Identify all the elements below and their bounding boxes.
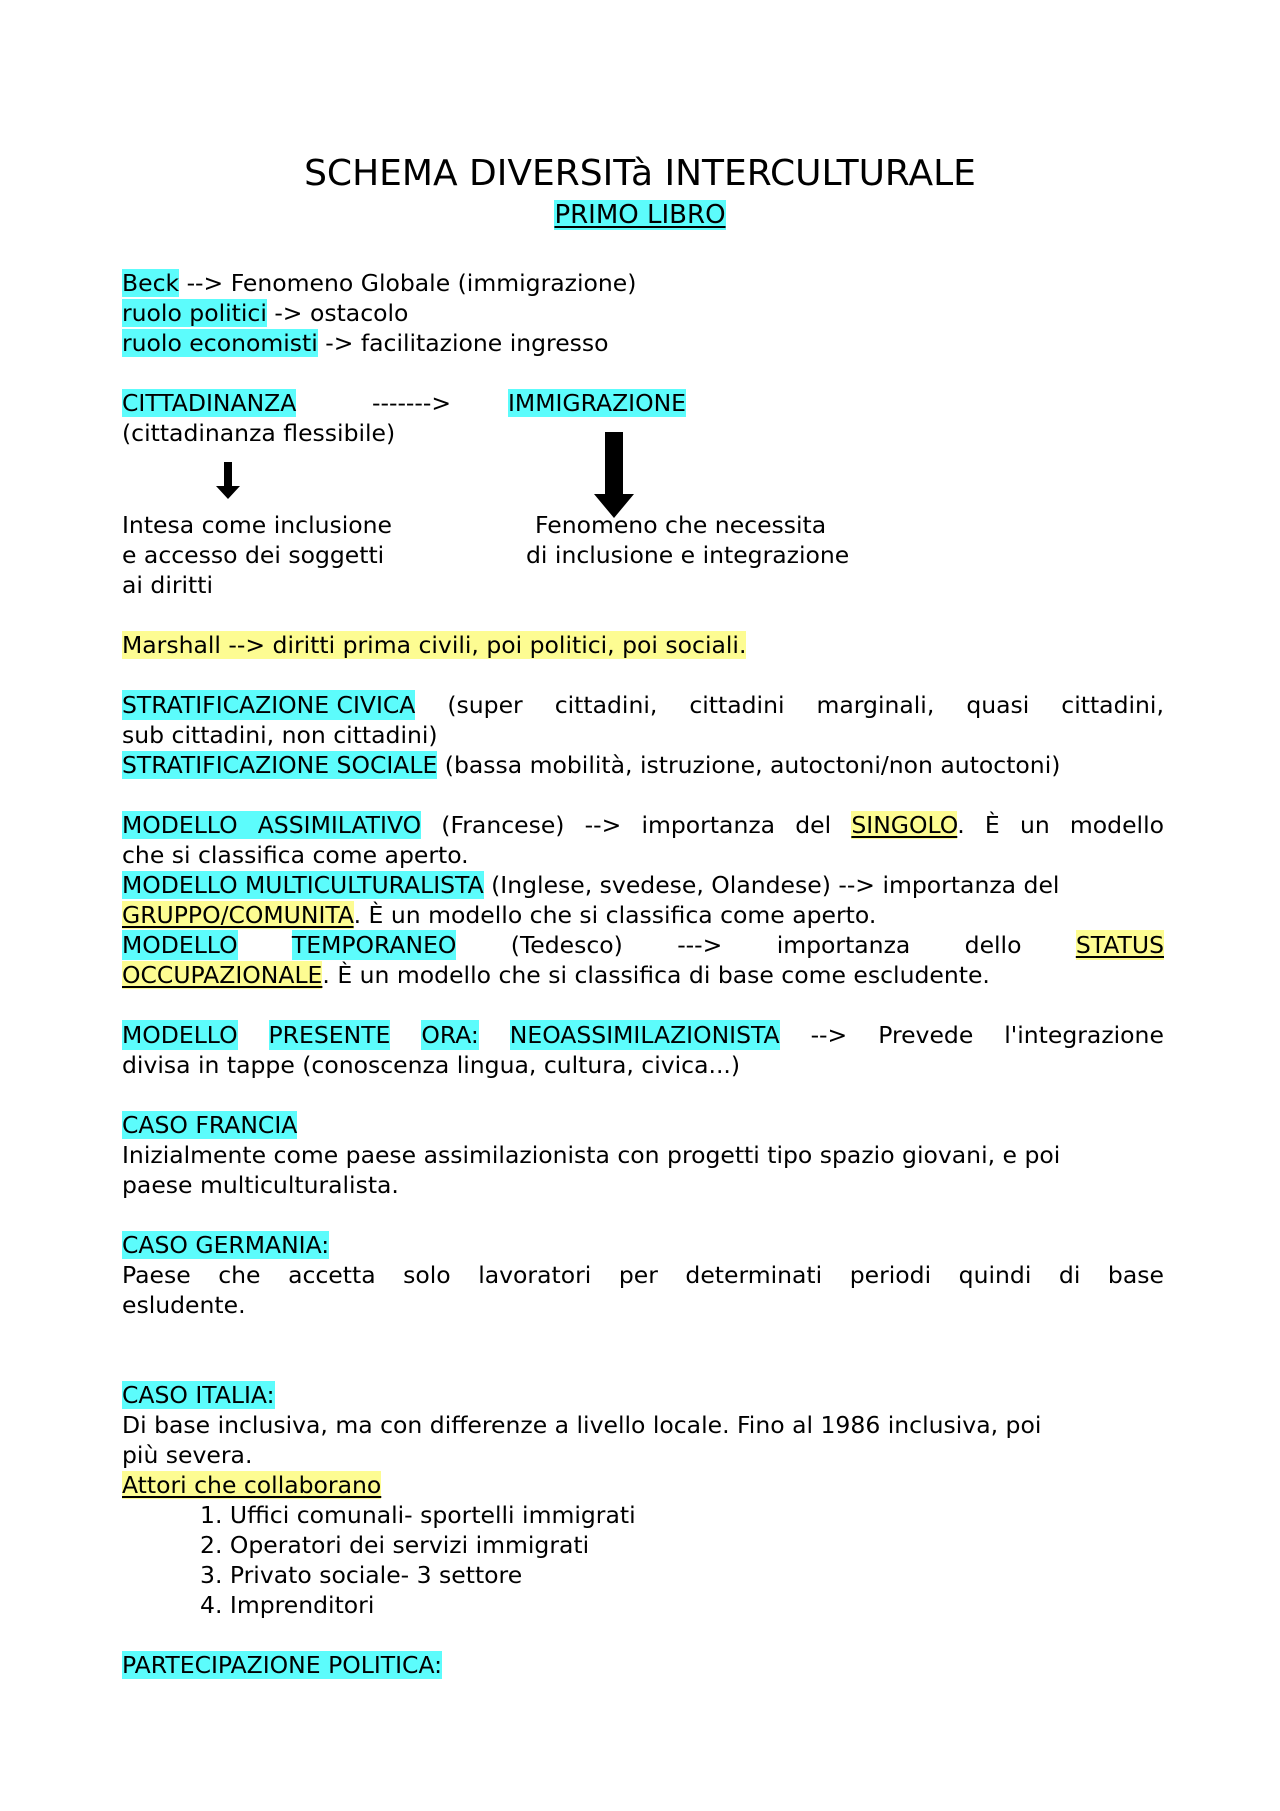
right-text-2: di inclusione e integrazione xyxy=(526,541,850,569)
caso-germania-line1: Paese che accetta solo lavoratori per determinati periodi quindi di base xyxy=(122,1261,1164,1289)
diagram-connector: -------> xyxy=(372,389,452,417)
left-text-1: Intesa come inclusione xyxy=(122,511,392,539)
page-title: SCHEMA DIVERSITà INTERCULTURALE xyxy=(304,153,976,194)
modello-temporaneo-line: MODELLO TEMPORANEO (Tedesco) ---> importanza dello STATUS xyxy=(122,931,1164,959)
beck-line: Beck --> Fenomeno Globale (immigrazione) xyxy=(122,269,637,297)
cittadinanza-note: (cittadinanza flessibile) xyxy=(122,419,396,447)
caso-italia-line1: Di base inclusiva, ma con differenze a livello locale. Fino al 1986 inclusiva, poi xyxy=(122,1411,1042,1439)
stratificazione-sociale-line: STRATIFICAZIONE SOCIALE (bassa mobilità, istruzione, autoctoni/non autoctoni) xyxy=(122,751,1061,779)
list-item: 1. Uffici comunali- sportelli immigrati xyxy=(200,1501,636,1529)
cittadinanza-label: CITTADINANZA xyxy=(122,389,297,417)
caso-francia-line1: Inizialmente come paese assimilazionista con progetti tipo spazio giovani, e poi xyxy=(122,1141,1061,1169)
immigrazione-label: IMMIGRAZIONE xyxy=(508,389,687,417)
modello-temporaneo-line2: OCCUPAZIONALE. È un modello che si classifica di base come escludente. xyxy=(122,961,990,989)
caso-italia-heading: CASO ITALIA: xyxy=(122,1381,275,1409)
caso-italia-line2: più severa. xyxy=(122,1441,253,1469)
politici-line: ruolo politici -> ostacolo xyxy=(122,299,409,327)
caso-francia-heading: CASO FRANCIA xyxy=(122,1111,298,1139)
modello-assimilativo-line: MODELLO ASSIMILATIVO (Francese) --> importanza del SINGOLO. È un modello xyxy=(122,811,1164,839)
left-text-3: ai diritti xyxy=(122,571,213,599)
page-subtitle: PRIMO LIBRO xyxy=(554,200,726,230)
marshall-line: Marshall --> diritti prima civili, poi politici, poi sociali. xyxy=(122,631,747,659)
caso-germania-heading: CASO GERMANIA: xyxy=(122,1231,330,1259)
list-item: 3. Privato sociale- 3 settore xyxy=(200,1561,523,1589)
modello-assimilativo-line2: che si classifica come aperto. xyxy=(122,841,469,869)
modello-multi-line2: GRUPPO/COMUNITA. È un modello che si classifica come aperto. xyxy=(122,901,877,929)
large-down-arrow-icon xyxy=(592,432,636,520)
modello-presente-line2: divisa in tappe (conoscenza lingua, cultura, civica...) xyxy=(122,1051,741,1079)
stratificazione-civica-line: STRATIFICAZIONE CIVICA (super cittadini, cittadini marginali, quasi cittadini, xyxy=(122,691,1164,719)
stratificazione-civica-line2: sub cittadini, non cittadini) xyxy=(122,721,438,749)
list-item: 4. Imprenditori xyxy=(200,1591,375,1619)
right-text-1: Fenomeno che necessita xyxy=(535,511,827,539)
modello-multi-line: MODELLO MULTICULTURALISTA (Inglese, svedese, Olandese) --> importanza del xyxy=(122,871,1060,899)
list-item: 2. Operatori dei servizi immigrati xyxy=(200,1531,590,1559)
small-down-arrow-icon xyxy=(214,462,242,500)
modello-presente-line: MODELLO PRESENTE ORA: NEOASSIMILAZIONISTA --> Prevede l'integrazione xyxy=(122,1021,1164,1049)
caso-francia-line2: paese multiculturalista. xyxy=(122,1171,399,1199)
partecipazione-heading: PARTECIPAZIONE POLITICA: xyxy=(122,1651,443,1679)
left-text-2: e accesso dei soggetti xyxy=(122,541,385,569)
caso-germania-line2: esludente. xyxy=(122,1291,246,1319)
attori-heading: Attori che collaborano xyxy=(122,1471,382,1499)
economisti-line: ruolo economisti -> facilitazione ingresso xyxy=(122,329,609,357)
